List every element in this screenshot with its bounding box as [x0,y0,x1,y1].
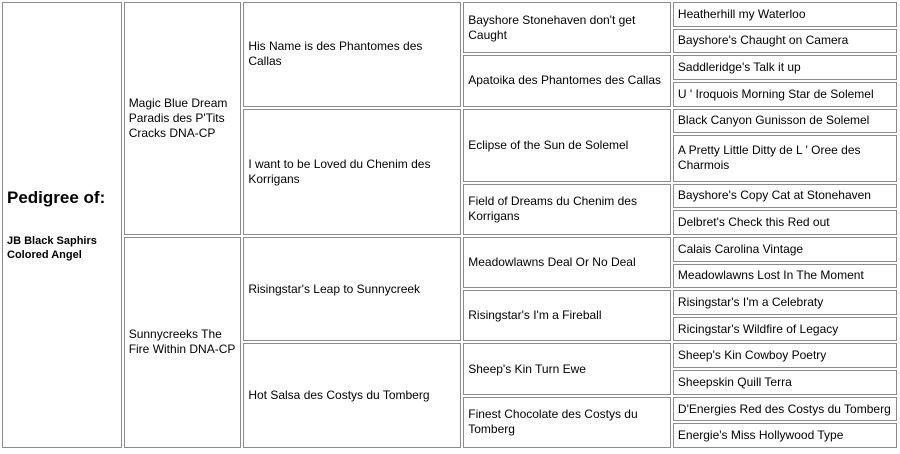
ancestor-g4-6: A Pretty Little Ditty de L ' Oree des Charmois [673,135,897,181]
ancestor-g4-11: Risingstar's I'm a Celebraty [673,290,897,315]
ancestor-g4-2: Bayshore's Chaught on Camera [673,29,897,54]
dam-dam: Hot Salsa des Costys du Tomberg [243,343,461,448]
ancestor-g3-3: Eclipse of the Sun de Solemel [463,109,671,182]
ancestor-g4-9: Calais Carolina Vintage [673,237,897,262]
ancestor-g3-7: Sheep's Kin Turn Ewe [463,343,671,394]
ancestor-g3-8: Finest Chocolate des Costys du Tomberg [463,397,671,448]
ancestor-g3-5: Meadowlawns Deal Or No Deal [463,237,671,288]
ancestor-g4-7: Bayshore's Copy Cat at Stonehaven [673,184,897,209]
ancestor-g4-3: Saddleridge's Talk it up [673,55,897,80]
dam: Sunnycreeks The Fire Within DNA-CP [124,237,242,448]
sire: Magic Blue Dream Paradis des P'Tits Cracks DNA-CP [124,2,242,235]
subject-name: JB Black Saphirs Colored Angel [7,235,97,261]
ancestor-g3-6: Risingstar's I'm a Fireball [463,290,671,341]
ancestor-g4-1: Heatherhill my Waterloo [673,2,897,27]
ancestor-g4-15: D'Energies Red des Costys du Tomberg [673,397,897,422]
sire-dam: I want to be Loved du Chenim des Korrigans [243,109,461,235]
ancestor-g3-4: Field of Dreams du Chenim des Korrigans [463,184,671,235]
subject-cell [2,2,122,448]
ancestor-g4-10: Meadowlawns Lost In The Moment [673,264,897,289]
dam-sire: Risingstar's Leap to Sunnycreek [243,237,461,342]
ancestor-g4-13: Sheep's Kin Cowboy Poetry [673,343,897,368]
ancestor-g4-5: Black Canyon Gunisson de Solemel [673,109,897,134]
ancestor-g4-14: Sheepskin Quill Terra [673,370,897,395]
ancestor-g4-8: Delbret's Check this Red out [673,210,897,235]
sire-sire: His Name is des Phantomes des Callas [243,2,461,107]
ancestor-g4-4: U ' Iroquois Morning Star de Solemel [673,82,897,107]
ancestor-g3-2: Apatoika des Phantomes des Callas [463,55,671,106]
ancestor-g4-12: Ricingstar's Wildfire of Legacy [673,317,897,342]
pedigree-title: Pedigree of: [7,188,106,207]
ancestor-g4-16: Energie's Miss Hollywood Type [673,423,897,448]
ancestor-g3-1: Bayshore Stonehaven don't get Caught [463,2,671,53]
